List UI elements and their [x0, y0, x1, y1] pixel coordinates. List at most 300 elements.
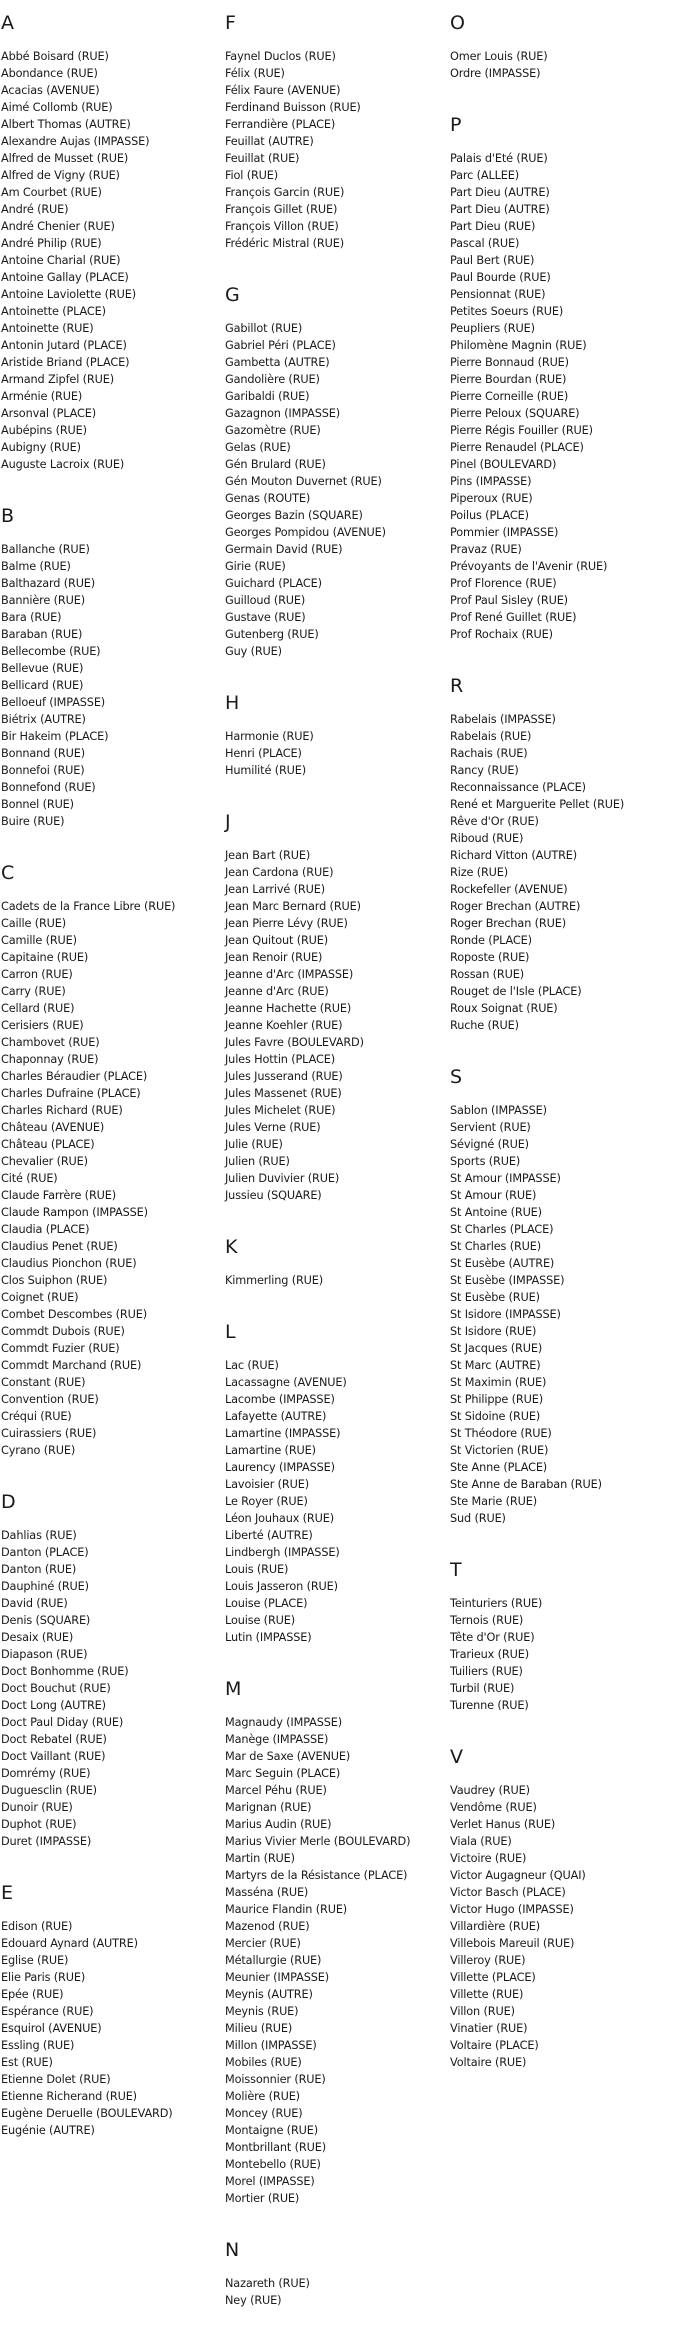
- street-item: Rancy (RUE): [450, 764, 519, 777]
- street-item: Claudia (PLACE): [1, 1223, 90, 1236]
- street-item: Ronde (PLACE): [450, 934, 532, 947]
- street-item: Duret (IMPASSE): [1, 1835, 92, 1848]
- street-list: [1, 1527, 226, 1850]
- street-item: Henri (PLACE): [225, 747, 302, 760]
- street-item: Balme (RUE): [1, 560, 71, 573]
- street-item: Bonnefond (RUE): [1, 781, 96, 794]
- street-item: Essling (RUE): [1, 2039, 75, 2052]
- street-item: Voltaire (RUE): [450, 2056, 527, 2069]
- street-item: François Villon (RUE): [225, 220, 339, 233]
- street-item: Aimé Collomb (RUE): [1, 101, 113, 114]
- street-item: Antoine Laviolette (RUE): [1, 288, 136, 301]
- street-item: Am Courbet (RUE): [1, 186, 102, 199]
- street-item: Part Dieu (AUTRE): [450, 203, 550, 216]
- street-item: Louis Jasseron (RUE): [225, 1580, 338, 1593]
- street-item: Jeanne d'Arc (IMPASSE): [225, 968, 354, 981]
- street-item: St Charles (PLACE): [450, 1223, 554, 1236]
- street-item: Mercier (RUE): [225, 1937, 301, 1950]
- street-item: St Marc (AUTRE): [450, 1359, 541, 1372]
- street-item: Lafayette (AUTRE): [225, 1410, 327, 1423]
- street-item: Aristide Briand (PLACE): [1, 356, 130, 369]
- street-item: Gambetta (AUTRE): [225, 356, 330, 369]
- street-item: Garibaldi (RUE): [225, 390, 310, 403]
- street-list: [225, 320, 450, 660]
- street-item: Alexandre Aujas (IMPASSE): [1, 135, 150, 148]
- street-list: [225, 847, 450, 1204]
- street-item: Ballanche (RUE): [1, 543, 90, 556]
- street-item: Part Dieu (AUTRE): [450, 186, 550, 199]
- street-item: Doct Bouchut (RUE): [1, 1682, 111, 1695]
- street-item: Morel (IMPASSE): [225, 2175, 315, 2188]
- street-item: Peupliers (RUE): [450, 322, 535, 335]
- street-item: St Victorien (RUE): [450, 1444, 549, 1457]
- letter-heading: G: [225, 284, 240, 306]
- letter-section-d: [1, 1489, 226, 1850]
- street-item: Tuiliers (RUE): [450, 1665, 523, 1678]
- street-list: [450, 48, 675, 82]
- street-item: François Gillet (RUE): [225, 203, 338, 216]
- street-item: Diapason (RUE): [1, 1648, 88, 1661]
- street-item: Charles Béraudier (PLACE): [1, 1070, 148, 1083]
- street-item: Alfred de Vigny (RUE): [1, 169, 120, 182]
- street-item: Edouard Aynard (AUTRE): [1, 1937, 138, 1950]
- street-item: Prof Rochaix (RUE): [450, 628, 553, 641]
- street-item: Louis (RUE): [225, 1563, 289, 1576]
- street-item: Turbil (RUE): [450, 1682, 515, 1695]
- street-item: Louise (RUE): [225, 1614, 296, 1627]
- street-item: Pravaz (RUE): [450, 543, 522, 556]
- street-list: [1, 1918, 226, 2139]
- street-item: Coignet (RUE): [1, 1291, 79, 1304]
- street-item: Abbé Boisard (RUE): [1, 50, 109, 63]
- street-item: Etienne Dolet (RUE): [1, 2073, 111, 2086]
- street-item: Jules Hottin (PLACE): [225, 1053, 335, 1066]
- letter-heading: L: [225, 1321, 236, 1343]
- street-item: Espérance (RUE): [1, 2005, 94, 2018]
- street-item: Meunier (IMPASSE): [225, 1971, 329, 1984]
- street-item: Trarieux (RUE): [450, 1648, 529, 1661]
- street-item: Ferrandière (PLACE): [225, 118, 336, 131]
- street-item: Créqui (RUE): [1, 1410, 72, 1423]
- street-item: Pierre Corneille (RUE): [450, 390, 569, 403]
- street-item: Mar de Saxe (AVENUE): [225, 1750, 351, 1763]
- street-item: Vendôme (RUE): [450, 1801, 537, 1814]
- letter-section-k: [225, 1234, 450, 1289]
- street-item: Eglise (RUE): [1, 1954, 69, 1967]
- street-item: Cité (RUE): [1, 1172, 58, 1185]
- street-item: Prof René Guillet (RUE): [450, 611, 577, 624]
- street-item: Lacombe (IMPASSE): [225, 1393, 335, 1406]
- street-item: Elie Paris (RUE): [1, 1971, 86, 1984]
- street-item: Milieu (RUE): [225, 2022, 293, 2035]
- street-item: Doct Vaillant (RUE): [1, 1750, 106, 1763]
- street-item: Lutin (IMPASSE): [225, 1631, 312, 1644]
- street-item: Jules Jusserand (RUE): [225, 1070, 343, 1083]
- street-item: Marius Audin (RUE): [225, 1818, 332, 1831]
- street-item: Ste Anne de Baraban (RUE): [450, 1478, 602, 1491]
- street-list: [225, 728, 450, 779]
- street-item: Carron (RUE): [1, 968, 73, 981]
- street-item: Harmonie (RUE): [225, 730, 314, 743]
- street-item: Faynel Duclos (RUE): [225, 50, 336, 63]
- street-item: Le Royer (RUE): [225, 1495, 308, 1508]
- street-item: Poilus (PLACE): [450, 509, 529, 522]
- street-item: Cadets de la France Libre (RUE): [1, 900, 176, 913]
- street-item: Voltaire (PLACE): [450, 2039, 539, 2052]
- street-item: Antoine Gallay (PLACE): [1, 271, 129, 284]
- letter-heading: D: [1, 1491, 16, 1513]
- street-item: Gustave (RUE): [225, 611, 306, 624]
- street-item: Kimmerling (RUE): [225, 1274, 324, 1287]
- street-item: Frédéric Mistral (RUE): [225, 237, 344, 250]
- street-item: Rouget de l'Isle (PLACE): [450, 985, 582, 998]
- street-item: Rabelais (RUE): [450, 730, 532, 743]
- street-item: Julie (RUE): [225, 1138, 283, 1151]
- street-item: Claudius Pionchon (RUE): [1, 1257, 137, 1270]
- street-item: St Théodore (RUE): [450, 1427, 552, 1440]
- street-item: Pensionnat (RUE): [450, 288, 546, 301]
- street-item: Mazenod (RUE): [225, 1920, 310, 1933]
- street-item: Jules Favre (BOULEVARD): [225, 1036, 364, 1049]
- street-item: Clos Suiphon (RUE): [1, 1274, 108, 1287]
- street-item: Chambovet (RUE): [1, 1036, 100, 1049]
- street-item: Pascal (RUE): [450, 237, 520, 250]
- street-item: Riboud (RUE): [450, 832, 524, 845]
- street-item: Bellevue (RUE): [1, 662, 84, 675]
- street-list: [450, 1595, 675, 1714]
- street-item: Bellecombe (RUE): [1, 645, 101, 658]
- street-item: Marc Seguin (PLACE): [225, 1767, 341, 1780]
- street-item: Bannière (RUE): [1, 594, 85, 607]
- street-item: Roposte (RUE): [450, 951, 530, 964]
- letter-heading: R: [450, 675, 464, 697]
- street-item: Tête d'Or (RUE): [450, 1631, 535, 1644]
- street-item: Félix (RUE): [225, 67, 285, 80]
- street-item: Antoinette (RUE): [1, 322, 94, 335]
- street-item: Chevalier (RUE): [1, 1155, 88, 1168]
- street-item: Claude Farrère (RUE): [1, 1189, 117, 1202]
- street-item: Vaudrey (RUE): [450, 1784, 530, 1797]
- street-item: Ney (RUE): [225, 2294, 282, 2307]
- street-item: St Jacques (RUE): [450, 1342, 543, 1355]
- street-item: Gazomètre (RUE): [225, 424, 321, 437]
- street-item: Sud (RUE): [450, 1512, 506, 1525]
- street-item: Genas (ROUTE): [225, 492, 311, 505]
- street-item: Bellicard (RUE): [1, 679, 84, 692]
- street-item: Lamartine (RUE): [225, 1444, 316, 1457]
- letter-heading: V: [450, 1746, 463, 1768]
- street-item: Carry (RUE): [1, 985, 66, 998]
- street-item: Jussieu (SQUARE): [225, 1189, 322, 1202]
- street-item: Antoine Charial (RUE): [1, 254, 121, 267]
- street-item: Montebello (RUE): [225, 2158, 321, 2171]
- street-item: Roger Brechan (AUTRE): [450, 900, 581, 913]
- letter-section-g: [225, 282, 450, 660]
- letter-section-c: [1, 860, 226, 1459]
- street-item: Gutenberg (RUE): [225, 628, 319, 641]
- street-item: Sévigné (RUE): [450, 1138, 529, 1151]
- street-item: Vinatier (RUE): [450, 2022, 528, 2035]
- street-item: Doct Long (AUTRE): [1, 1699, 106, 1712]
- letter-heading: J: [225, 811, 231, 833]
- street-item: François Garcin (RUE): [225, 186, 345, 199]
- street-item: Rachais (RUE): [450, 747, 528, 760]
- street-item: Parc (ALLEE): [450, 169, 520, 182]
- street-item: Château (PLACE): [1, 1138, 95, 1151]
- street-item: Roger Brechan (RUE): [450, 917, 566, 930]
- street-item: Meynis (AUTRE): [225, 1988, 313, 2001]
- street-item: Roux Soignat (RUE): [450, 1002, 558, 1015]
- street-item: Ste Anne (PLACE): [450, 1461, 548, 1474]
- street-item: Sablon (IMPASSE): [450, 1104, 547, 1117]
- letter-heading: T: [450, 1559, 462, 1581]
- letter-heading: B: [1, 505, 15, 527]
- street-item: Jean Cardona (RUE): [225, 866, 334, 879]
- street-item: Danton (PLACE): [1, 1546, 89, 1559]
- street-item: Pierre Bonnaud (RUE): [450, 356, 569, 369]
- street-item: Pierre Renaudel (PLACE): [450, 441, 584, 454]
- street-item: Claude Rampon (IMPASSE): [1, 1206, 148, 1219]
- street-item: Nazareth (RUE): [225, 2277, 310, 2290]
- street-item: Victoire (RUE): [450, 1852, 527, 1865]
- street-item: Dunoir (RUE): [1, 1801, 73, 1814]
- letter-section-v: [450, 1744, 675, 2071]
- street-item: Ste Marie (RUE): [450, 1495, 537, 1508]
- letter-heading: O: [450, 12, 465, 34]
- street-item: Lacassagne (AVENUE): [225, 1376, 347, 1389]
- street-item: Duguesclin (RUE): [1, 1784, 97, 1797]
- street-item: Alfred de Musset (RUE): [1, 152, 129, 165]
- letter-section-m: [225, 1676, 450, 2207]
- street-item: Baraban (RUE): [1, 628, 83, 641]
- letter-section-r: [450, 673, 675, 1034]
- street-item: Millon (IMPASSE): [225, 2039, 317, 2052]
- street-item: Ternois (RUE): [450, 1614, 524, 1627]
- street-item: Dahlias (RUE): [1, 1529, 77, 1542]
- street-item: Est (RUE): [1, 2056, 53, 2069]
- street-item: Domrémy (RUE): [1, 1767, 91, 1780]
- street-item: Gabriel Péri (PLACE): [225, 339, 336, 352]
- street-item: Eugénie (AUTRE): [1, 2124, 95, 2137]
- street-item: Prof Paul Sisley (RUE): [450, 594, 568, 607]
- street-list: [225, 48, 450, 252]
- street-item: Lamartine (IMPASSE): [225, 1427, 341, 1440]
- street-list: [1, 48, 226, 473]
- street-item: Claudius Penet (RUE): [1, 1240, 118, 1253]
- street-item: Sports (RUE): [450, 1155, 521, 1168]
- street-list: [1, 541, 226, 830]
- street-item: St Eusèbe (IMPASSE): [450, 1274, 565, 1287]
- street-item: Métallurgie (RUE): [225, 1954, 322, 1967]
- letter-heading: P: [450, 114, 462, 136]
- street-item: Meynis (RUE): [225, 2005, 299, 2018]
- street-item: Gén Brulard (RUE): [225, 458, 326, 471]
- letter-heading: E: [1, 1882, 14, 1904]
- street-item: Omer Louis (RUE): [450, 50, 548, 63]
- street-item: Acacias (AVENUE): [1, 84, 100, 97]
- street-list: [450, 1782, 675, 2071]
- street-item: Liberté (AUTRE): [225, 1529, 313, 1542]
- street-item: St Eusèbe (RUE): [450, 1291, 540, 1304]
- street-item: Lavoisier (RUE): [225, 1478, 309, 1491]
- street-item: St Antoine (RUE): [450, 1206, 542, 1219]
- letter-section-e: [1, 1880, 226, 2139]
- street-item: Balthazard (RUE): [1, 577, 96, 590]
- letter-heading: F: [225, 12, 236, 34]
- letter-section-n: [225, 2237, 450, 2309]
- street-item: Maurice Flandin (RUE): [225, 1903, 348, 1916]
- street-item: Commdt Fuzier (RUE): [1, 1342, 120, 1355]
- street-item: St Charles (RUE): [450, 1240, 542, 1253]
- street-item: Villebois Mareuil (RUE): [450, 1937, 575, 1950]
- street-item: Pierre Bourdan (RUE): [450, 373, 567, 386]
- street-item: Guilloud (RUE): [225, 594, 306, 607]
- street-item: Pins (IMPASSE): [450, 475, 532, 488]
- street-item: Dauphiné (RUE): [1, 1580, 89, 1593]
- street-item: Victor Augagneur (QUAI): [450, 1869, 586, 1882]
- street-item: Reconnaissance (PLACE): [450, 781, 586, 794]
- street-item: Cellard (RUE): [1, 1002, 75, 1015]
- street-item: Villette (PLACE): [450, 1971, 536, 1984]
- street-item: Commdt Dubois (RUE): [1, 1325, 125, 1338]
- column-2: [225, 10, 450, 2339]
- street-item: Rabelais (IMPASSE): [450, 713, 556, 726]
- street-item: Georges Pompidou (AVENUE): [225, 526, 386, 539]
- street-item: Constant (RUE): [1, 1376, 86, 1389]
- street-item: Capitaine (RUE): [1, 951, 89, 964]
- street-item: Molière (RUE): [225, 2090, 300, 2103]
- street-item: St Isidore (IMPASSE): [450, 1308, 561, 1321]
- street-item: St Maximin (RUE): [450, 1376, 547, 1389]
- street-list: [225, 1357, 450, 1646]
- letter-section-s: [450, 1064, 675, 1527]
- street-item: St Isidore (RUE): [450, 1325, 537, 1338]
- street-list: [1, 898, 226, 1459]
- street-item: Mortier (RUE): [225, 2192, 300, 2205]
- street-item: Château (AVENUE): [1, 1121, 105, 1134]
- street-item: Victor Hugo (IMPASSE): [450, 1903, 574, 1916]
- street-item: Villeroy (RUE): [450, 1954, 526, 1967]
- street-item: Bonnand (RUE): [1, 747, 85, 760]
- street-item: Teinturiers (RUE): [450, 1597, 543, 1610]
- street-item: St Sidoine (RUE): [450, 1410, 541, 1423]
- street-item: Jean Larrivé (RUE): [225, 883, 325, 896]
- street-item: Rêve d'Or (RUE): [450, 815, 539, 828]
- column-1: [1, 10, 226, 2169]
- street-item: Jules Michelet (RUE): [225, 1104, 336, 1117]
- letter-section-a: [1, 10, 226, 473]
- street-item: Gelas (RUE): [225, 441, 291, 454]
- street-item: Jules Massenet (RUE): [225, 1087, 342, 1100]
- street-item: Gazagnon (IMPASSE): [225, 407, 341, 420]
- street-item: Commdt Marchand (RUE): [1, 1359, 142, 1372]
- letter-heading: S: [450, 1066, 463, 1088]
- street-item: Doct Bonhomme (RUE): [1, 1665, 129, 1678]
- street-item: Martin (RUE): [225, 1852, 295, 1865]
- street-item: Gabillot (RUE): [225, 322, 303, 335]
- street-item: Léon Jouhaux (RUE): [225, 1512, 335, 1525]
- street-item: Caille (RUE): [1, 917, 67, 930]
- street-item: Abondance (RUE): [1, 67, 98, 80]
- street-item: Jeanne d'Arc (RUE): [225, 985, 329, 998]
- street-item: Lindbergh (IMPASSE): [225, 1546, 340, 1559]
- street-item: Feuillat (RUE): [225, 152, 300, 165]
- street-item: Bonnefoi (RUE): [1, 764, 85, 777]
- street-item: Antoinette (PLACE): [1, 305, 106, 318]
- street-item: Mobiles (RUE): [225, 2056, 302, 2069]
- street-item: Doct Rebatel (RUE): [1, 1733, 107, 1746]
- street-item: Camille (RUE): [1, 934, 77, 947]
- street-item: Masséna (RUE): [225, 1886, 309, 1899]
- street-list: [450, 711, 675, 1034]
- street-item: André Philip (RUE): [1, 237, 102, 250]
- street-item: Jean Marc Bernard (RUE): [225, 900, 361, 913]
- street-item: Lac (RUE): [225, 1359, 279, 1372]
- street-item: Victor Basch (PLACE): [450, 1886, 566, 1899]
- street-item: Pommier (IMPASSE): [450, 526, 559, 539]
- letter-section-f: [225, 10, 450, 252]
- street-item: Pierre Peloux (SQUARE): [450, 407, 580, 420]
- street-item: Piperoux (RUE): [450, 492, 533, 505]
- street-item: St Amour (RUE): [450, 1189, 537, 1202]
- street-item: Etienne Richerand (RUE): [1, 2090, 137, 2103]
- street-item: Montbrillant (RUE): [225, 2141, 326, 2154]
- street-item: Humilité (RUE): [225, 764, 307, 777]
- street-item: St Eusèbe (AUTRE): [450, 1257, 555, 1270]
- street-item: Turenne (RUE): [450, 1699, 529, 1712]
- street-item: Paul Bert (RUE): [450, 254, 535, 267]
- street-item: Ruche (RUE): [450, 1019, 519, 1032]
- street-item: René et Marguerite Pellet (RUE): [450, 798, 625, 811]
- street-item: Guichard (PLACE): [225, 577, 322, 590]
- street-item: Ordre (IMPASSE): [450, 67, 541, 80]
- letter-section-t: [450, 1557, 675, 1714]
- street-item: Cerisiers (RUE): [1, 1019, 84, 1032]
- street-item: Jean Renoir (RUE): [225, 951, 323, 964]
- street-item: Moissonnier (RUE): [225, 2073, 326, 2086]
- letter-heading: M: [225, 1678, 242, 1700]
- street-item: Philomène Magnin (RUE): [450, 339, 587, 352]
- street-item: Combet Descombes (RUE): [1, 1308, 147, 1321]
- street-item: Danton (RUE): [1, 1563, 77, 1576]
- street-item: Montaigne (RUE): [225, 2124, 319, 2137]
- street-item: Arménie (RUE): [1, 390, 83, 403]
- street-item: Bonnel (RUE): [1, 798, 74, 811]
- street-item: Servient (RUE): [450, 1121, 531, 1134]
- street-item: Viala (RUE): [450, 1835, 512, 1848]
- street-item: André Chenier (RUE): [1, 220, 115, 233]
- street-item: Bir Hakeim (PLACE): [1, 730, 109, 743]
- street-item: Jeanne Koehler (RUE): [225, 1019, 343, 1032]
- street-list: [225, 2275, 450, 2309]
- street-list: [225, 1714, 450, 2207]
- street-item: Magnaudy (IMPASSE): [225, 1716, 343, 1729]
- column-3: [450, 10, 675, 2101]
- letter-heading: C: [1, 862, 15, 884]
- street-item: Pierre Régis Fouiller (RUE): [450, 424, 593, 437]
- street-item: Edison (RUE): [1, 1920, 73, 1933]
- street-item: Epée (RUE): [1, 1988, 64, 2001]
- street-item: Louise (PLACE): [225, 1597, 308, 1610]
- street-item: Aubigny (RUE): [1, 441, 81, 454]
- street-item: Bara (RUE): [1, 611, 62, 624]
- street-item: Esquirol (AVENUE): [1, 2022, 102, 2035]
- street-item: Marius Vivier Merle (BOULEVARD): [225, 1835, 411, 1848]
- street-item: Charles Richard (RUE): [1, 1104, 123, 1117]
- letter-section-o: [450, 10, 675, 82]
- street-item: Richard Vitton (AUTRE): [450, 849, 578, 862]
- street-item: Guy (RUE): [225, 645, 282, 658]
